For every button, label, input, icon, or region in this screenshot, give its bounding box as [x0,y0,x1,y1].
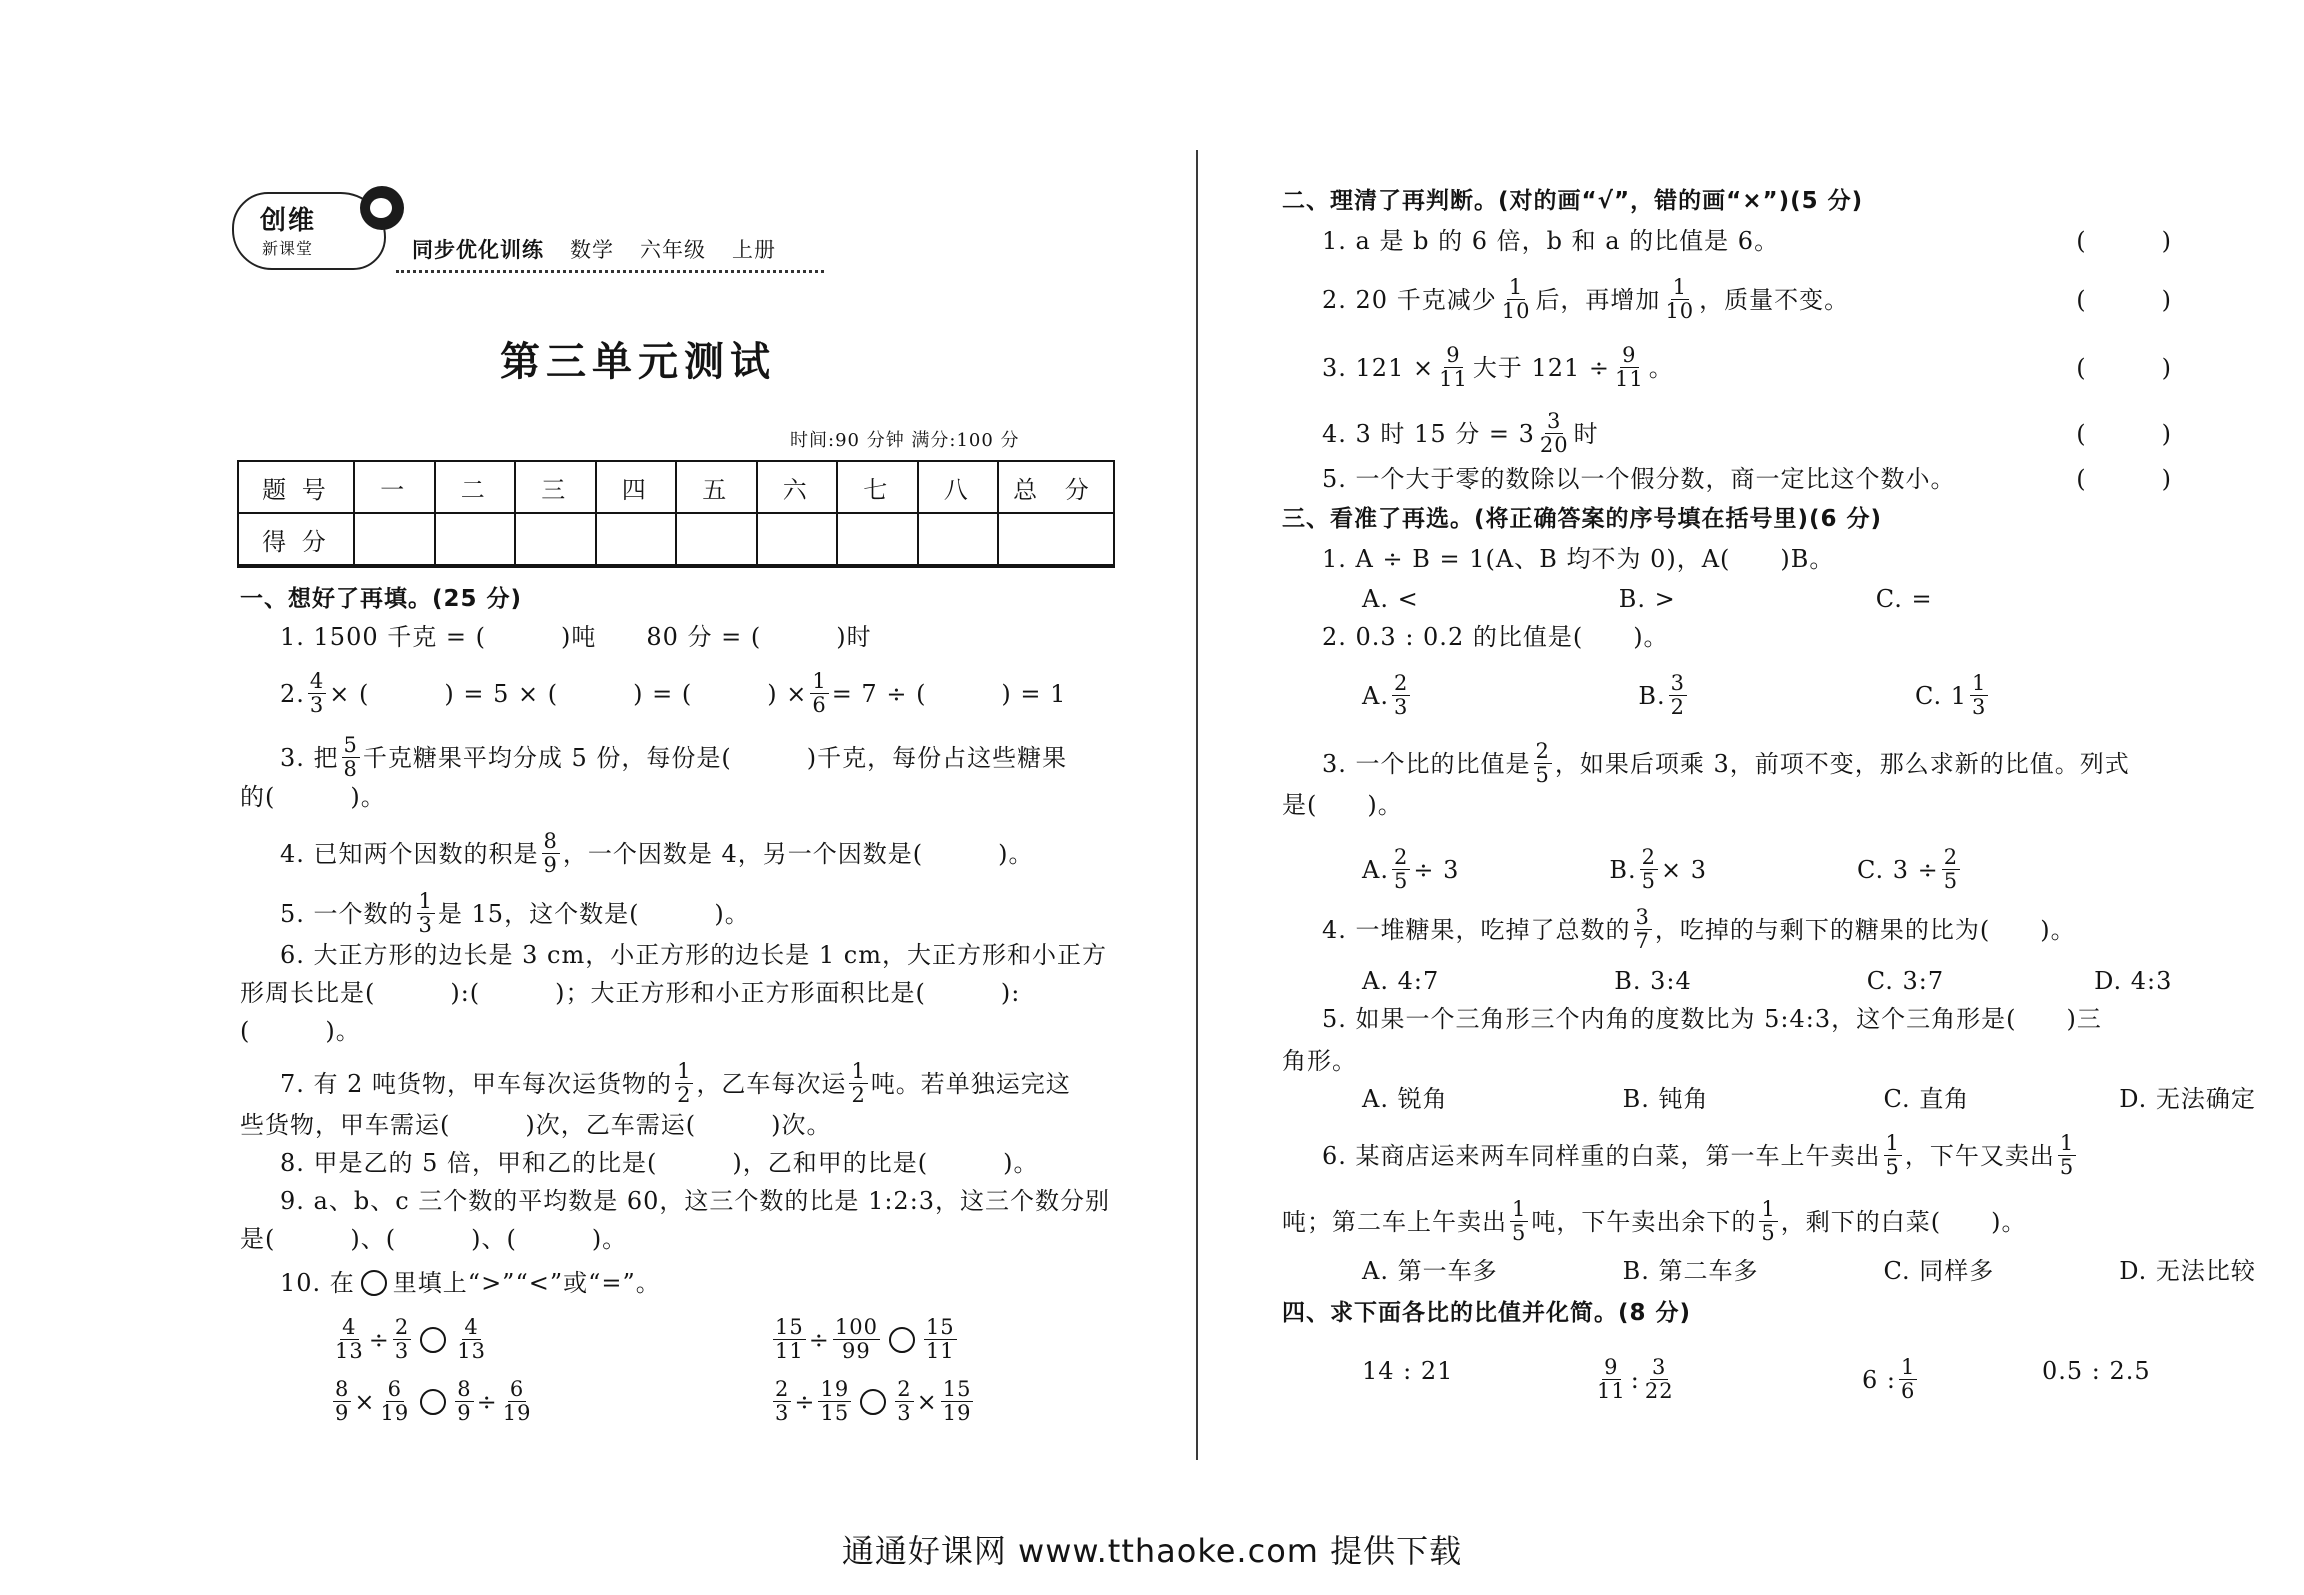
question-text: 1. a 是 b 的 6 倍，b 和 a 的比值是 6。 [1322,227,1780,255]
question-text: 3. 121 × [1322,353,1435,382]
fraction-denominator: 11 [1439,367,1468,391]
subject-label: 数学 [570,238,614,262]
question-line [1322,622,1669,652]
page-title: 第三单元测试 [500,339,776,385]
question-text: 14 : 21 [1362,1357,1454,1385]
fraction [1595,1356,1628,1403]
question-line [1322,740,2130,787]
fraction-denominator: 5 [1535,763,1550,787]
question-text: 2. 0.3 : 0.2 的比值是( )。 [1322,623,1669,651]
fraction-numerator: 1 [1508,275,1524,299]
footer-download-note: 通通好课网 www.tthaoke.com 提供下载 [841,1532,1463,1570]
question-text: 7. 有 2 吨货物，甲车每次运货物的 [280,1069,673,1098]
fraction-denominator: 3 [775,1401,790,1425]
fraction-numerator: 6 [387,1377,403,1401]
question-line [1362,846,1963,893]
question-line [1282,790,1403,820]
question-text: ，下午又卖出 [1904,1141,2055,1170]
question-text: × 3 C. 3 ÷ [1661,855,1939,884]
fraction [1759,1198,1777,1245]
column-header-total: 总 分 [998,461,1114,513]
question-line [1322,226,2172,256]
question-line [1362,1356,1453,1386]
fraction-numerator: 9 [1604,1355,1619,1379]
fraction [1640,846,1658,893]
fraction-denominator: 22 [1644,1379,1674,1403]
section-heading [1282,186,1863,216]
volume-label: 上册 [732,238,776,262]
judgement-answer-blank[interactable]: ( ) [2076,353,2172,382]
question-text: 10. 在 [280,1269,355,1297]
fraction [501,1378,534,1425]
fraction-numerator: 2 [897,1377,912,1401]
row-label-question-number: 题 号 [238,461,354,513]
question-text: 二、理清了再判断。(对的画“√”，错的画“×”)(5 分) [1282,188,1864,214]
fraction-denominator: 8 [343,757,358,781]
question-line [280,1268,661,1298]
question-text: 0.5 : 2.5 [2042,1357,2151,1385]
fraction [1437,344,1470,391]
judgement-answer-blank[interactable]: ( ) [2076,465,2172,493]
grade-label: 六年级 [640,238,706,262]
question-text: 3. 一个比的比值是 [1322,749,1531,778]
fraction-denominator: 3 [1393,695,1409,719]
fraction-denominator: 5 [2059,1155,2075,1179]
fraction [895,1378,913,1425]
question-text: A. 4:7 B. 3:4 C. 3:7 D. 4:3 [1362,967,2173,995]
question-line [280,734,1067,781]
question-text: ，如果后项乘 3，前项不变，那么求新的比值。列式 [1554,749,2130,778]
answer-circle-blank[interactable] [361,1270,387,1296]
question-line [1362,1256,2256,1286]
question-line [1322,906,2076,953]
fraction-denominator: 2 [851,1083,866,1107]
time-and-score-info: 时间:90 分钟 满分:100 分 [790,430,1020,451]
column-header: 三 [515,461,596,513]
question-text: : [1630,1365,1640,1394]
fraction [1392,672,1410,719]
fraction-numerator: 9 [1622,343,1637,367]
left-column [240,0,1120,1595]
section-heading [1282,504,1882,534]
fraction [1613,344,1646,391]
fraction-numerator: 1 [677,1059,692,1083]
fraction [1669,672,1687,719]
section-heading [1282,1298,1691,1328]
question-text: 时 [1573,419,1599,448]
answer-circle-blank[interactable] [889,1327,915,1353]
fraction [1510,1198,1528,1245]
question-text: 3. 把 [280,743,339,772]
logo-brand-text: 创维 [260,206,317,236]
fraction-denominator: 6 [1900,1379,1916,1403]
fraction [455,1316,488,1363]
fraction-numerator: 15 [925,1315,955,1339]
fraction-numerator: 100 [834,1315,878,1339]
fraction-numerator: 3 [1652,1355,1667,1379]
column-divider [1196,150,1198,1460]
fraction [924,1316,957,1363]
fraction-numerator: 19 [820,1377,850,1401]
fraction-denominator: 20 [1539,433,1569,457]
fraction-numerator: 1 [1900,1355,1916,1379]
question-text: 1. 1500 千克 = ( )吨 80 分 = ( )时 [280,623,872,651]
fraction-denominator: 19 [502,1401,532,1425]
question-text: 四、求下面各比的比值并化简。(8 分) [1282,1300,1692,1326]
fraction [1663,276,1696,323]
question-line [1592,1356,1679,1403]
question-line [280,940,1107,970]
fraction-numerator: 9 [1446,343,1461,367]
fraction-denominator: 11 [1615,367,1644,391]
question-text: 9. a、b、c 三个数的平均数是 60，这三个数的比是 1:2:3，这三个数分别 [280,1187,1111,1215]
question-line [1362,1084,2256,1114]
fraction-denominator: 13 [335,1339,364,1363]
question-line [1362,966,2172,996]
fraction [333,1316,366,1363]
question-text: 后，再增加 [1535,285,1661,314]
question-line [240,1224,627,1254]
fraction-denominator: 11 [775,1339,804,1363]
question-line [240,782,386,812]
question-line [280,890,750,937]
fraction-denominator: 3 [394,1339,410,1363]
question-text: ，一个因数是 4，另一个因数是( )。 [562,839,1034,868]
question-text: A. [1362,855,1389,884]
section-heading [240,584,522,614]
fraction [1643,1356,1676,1403]
row-label-score: 得 分 [238,513,354,565]
question-text: 吨。若单独运完这 [870,1069,1071,1098]
question-text: 三、看准了再选。(将正确答案的序号填在括号里)(6 分) [1282,506,1883,532]
fraction-denominator: 19 [380,1401,410,1425]
question-text: 是 15，这个数是( )。 [437,899,750,928]
question-line [240,1016,361,1046]
fraction-numerator: 5 [343,733,358,757]
question-line [1322,544,1834,574]
column-header: 五 [676,461,757,513]
fraction-numerator: 1 [2059,1131,2075,1155]
fraction-denominator: 19 [942,1401,972,1425]
question-text: ，乙车每次运 [696,1069,847,1098]
question-text: × [354,1387,376,1416]
fraction [393,1316,411,1363]
fraction-denominator: 3 [897,1401,912,1425]
fraction-numerator: 2 [1641,845,1656,869]
fraction-numerator: 8 [335,1377,350,1401]
fraction-numerator: 3 [1547,409,1562,433]
question-text: 5. 如果一个三角形三个内角的度数比为 5:4:3，这个三角形是( )三 [1322,1005,2102,1033]
question-line [1322,464,2172,494]
question-text: 4. 一堆糖果，吃掉了总数的 [1322,915,1631,944]
fraction-numerator: 2 [1535,739,1550,763]
fraction-denominator: 2 [677,1083,692,1107]
question-text: 角形。 [1282,1047,1357,1075]
fraction-numerator: 4 [309,669,325,693]
fraction-denominator: 2 [1670,695,1685,719]
answer-circle-blank[interactable] [860,1389,886,1415]
question-text: C. 1 [1689,681,1968,710]
fraction-denominator: 5 [1641,869,1656,893]
fraction-numerator: 6 [509,1377,525,1401]
fraction [342,734,360,781]
question-text: 大于 121 ÷ [1472,353,1610,382]
fraction [773,1316,806,1363]
question-text: A. [1362,681,1389,710]
fraction-numerator: 15 [775,1315,804,1339]
question-text: ÷ 3 B. [1413,855,1637,884]
question-line [1862,1356,1920,1403]
fraction-numerator: 1 [418,889,433,913]
question-line [1322,276,2172,323]
question-text: 2. [280,679,305,708]
question-text: 的( )。 [240,783,386,811]
question-text: A. 第一车多 B. 第二车多 C. 同样多 D. 无法比较 [1362,1257,2256,1285]
fraction-denominator: 11 [925,1339,955,1363]
question-text: ，质量不变。 [1699,285,1850,314]
question-line [770,1378,976,1425]
question-line [240,1110,831,1140]
question-line [1282,1046,1357,1076]
question-text: ÷ [368,1325,390,1354]
column-header: 七 [837,461,918,513]
question-line [770,1316,960,1363]
question-text: B. [1413,681,1666,710]
question-line [1322,1132,2079,1179]
fraction-numerator: 8 [457,1377,472,1401]
column-header: 八 [918,461,999,513]
fraction-denominator: 9 [335,1401,350,1425]
question-text: 4. 3 时 15 分 = 3 [1322,419,1535,448]
judgement-answer-blank[interactable]: ( ) [2076,227,2172,255]
fraction-denominator: 10 [1501,299,1531,323]
question-text: 些货物，甲车需运( )次，乙车需运( )次。 [240,1111,832,1139]
question-text: 4. 已知两个因数的积是 [280,839,539,868]
question-text: 里填上“>”“<”或“=”。 [392,1269,661,1297]
question-text: 6. 某商店运来两车同样重的白菜，第一车上午卖出 [1322,1141,1881,1170]
judgement-answer-blank[interactable]: ( ) [2076,285,2172,314]
fraction-numerator: 2 [1393,845,1409,869]
fraction [378,1378,411,1425]
question-text: ÷ [476,1387,498,1416]
series-name: 同步优化训练 [412,238,544,262]
fraction [818,1378,851,1425]
question-text: ÷ [808,1325,830,1354]
question-text: 吨；第二车上午卖出 [1282,1207,1507,1236]
fraction-numerator: 4 [342,1315,357,1339]
question-text: 是( )。 [1282,791,1403,819]
question-line [1322,1004,2102,1034]
fraction-denominator: 15 [820,1401,850,1425]
question-line [1362,672,1991,719]
fraction-numerator: 1 [812,669,827,693]
fraction [1899,1356,1917,1403]
column-header: 二 [435,461,516,513]
question-line [330,1378,536,1425]
question-line [280,830,1034,877]
fraction-denominator: 11 [1597,1379,1626,1403]
fraction-denominator: 13 [457,1339,486,1363]
fraction-denominator: 9 [543,853,558,877]
question-text: = 7 ÷ ( ) = 1 [831,679,1067,708]
fraction-denominator: 5 [1512,1221,1527,1245]
column-header: 四 [596,461,677,513]
question-text: 5. 一个数的 [280,899,414,928]
fraction-numerator: 1 [1972,671,1987,695]
fraction-denominator: 99 [842,1339,871,1363]
fraction [1884,1132,1902,1179]
question-text: 5. 一个大于零的数除以一个假分数，商一定比这个数小。 [1322,465,1956,493]
question-line [1282,1198,2026,1245]
question-text: 形周长比是( ):( )；大正方形和小正方形面积比是( ): [240,979,1021,1007]
fraction [1534,740,1552,787]
column-header: 六 [757,461,838,513]
fraction-denominator: 9 [457,1401,472,1425]
question-text: 6. 大正方形的边长是 3 cm，小正方形的边长是 1 cm，大正方形和小正方 [280,941,1107,969]
fraction-denominator: 3 [1972,695,1987,719]
fraction-numerator: 2 [775,1377,790,1401]
fraction [1392,846,1410,893]
question-text: A. 锐角 B. 钝角 C. 直角 D. 无法确定 [1362,1085,2256,1113]
question-line [2042,1356,2151,1386]
fraction [2058,1132,2076,1179]
fraction [773,1378,791,1425]
fraction [333,1378,351,1425]
column-header: 一 [354,461,435,513]
fraction-denominator: 5 [1761,1221,1776,1245]
judgement-answer-blank[interactable]: ( ) [2076,419,2172,448]
question-line [280,1060,1071,1107]
question-text: ( )。 [240,1017,361,1045]
fraction-numerator: 2 [1393,671,1409,695]
fraction-denominator: 6 [812,693,827,717]
fraction-numerator: 1 [1885,1131,1900,1155]
fraction [941,1378,974,1425]
fraction [542,830,560,877]
question-text: 1. A ÷ B = 1(A、B 均不为 0)，A( )B。 [1322,545,1835,573]
fraction-numerator: 2 [1943,845,1959,869]
fraction-denominator: 5 [1393,869,1409,893]
fraction-denominator: 3 [418,913,433,937]
fraction [308,670,326,717]
question-text: A. < B. > C. = [1362,585,1933,613]
question-line [280,1148,1039,1178]
question-line [1322,344,2172,391]
fraction-denominator: 7 [1635,929,1650,953]
question-line [1362,584,1933,614]
fraction-numerator: 1 [1672,275,1687,299]
question-line [330,1316,491,1363]
question-text: 一、想好了再填。(25 分) [240,586,523,612]
answer-circle-blank[interactable] [420,1389,446,1415]
fraction [849,1060,867,1107]
fraction [1970,672,1988,719]
question-text: 。 [1648,353,1674,382]
question-line [280,670,1066,717]
fraction-numerator: 1 [1512,1197,1527,1221]
fraction-denominator: 5 [1885,1155,1900,1179]
fraction-numerator: 1 [1761,1197,1776,1221]
question-text: ，剩下的白菜( )。 [1780,1207,2027,1236]
fraction [1942,846,1960,893]
fraction-numerator: 2 [394,1315,410,1339]
logo-brand-subtext: 新课堂 [262,239,314,258]
right-column [1282,0,2256,1595]
question-text: 是( )、( )、( )。 [240,1225,628,1253]
fraction-numerator: 1 [851,1059,866,1083]
question-text: 6 : [1862,1365,1896,1394]
fraction [675,1060,693,1107]
fraction [1634,906,1652,953]
question-line [1322,410,2172,457]
question-text: × [916,1387,938,1416]
fraction [417,890,435,937]
fraction [1500,276,1533,323]
question-line [240,978,1020,1008]
question-text: 吨，下午卖出余下的 [1531,1207,1757,1236]
question-text: 2. 20 千克减少 [1322,285,1497,314]
fraction-numerator: 8 [543,829,558,853]
fraction-denominator: 3 [309,693,325,717]
fraction-denominator: 5 [1943,869,1959,893]
fraction-numerator: 3 [1635,905,1650,929]
question-text: ，吃掉的与剩下的糖果的比为( )。 [1654,915,2076,944]
fraction [455,1378,473,1425]
fraction-numerator: 15 [942,1377,972,1401]
question-line [280,622,872,652]
fraction-numerator: 3 [1670,671,1685,695]
question-text: 千克糖果平均分成 5 份，每份是( )千克，每份占这些糖果 [362,743,1068,772]
question-text: ÷ [794,1387,816,1416]
fraction [1538,410,1571,457]
fraction [810,670,828,717]
question-text: 8. 甲是乙的 5 倍，甲和乙的比是( )，乙和甲的比是( )。 [280,1149,1039,1177]
answer-circle-blank[interactable] [420,1327,446,1353]
fraction-denominator: 10 [1665,299,1695,323]
fraction [833,1316,880,1363]
question-text: × ( ) = 5 × ( ) = ( ) × [329,679,808,708]
question-line [280,1186,1110,1216]
fraction-numerator: 4 [464,1315,479,1339]
